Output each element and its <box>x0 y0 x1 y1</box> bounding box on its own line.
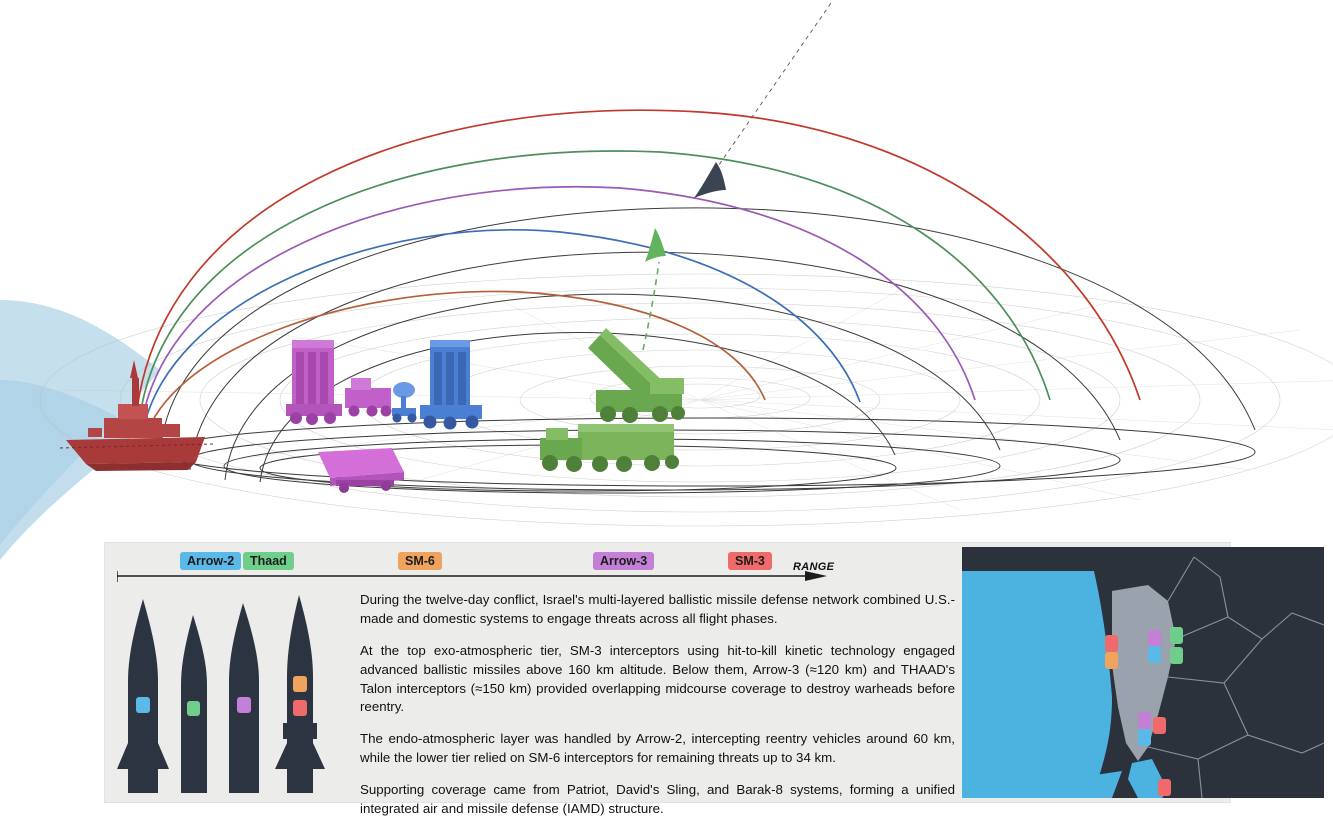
arrow2-launcher-group <box>392 340 482 430</box>
article-body <box>360 591 955 816</box>
article-paragraph-1: During the twelve-day conflict, Israel's multi-layered ballistic missile defense network combined U.S.-made and domestic systems to engage threats across all flight phases. <box>360 592 955 626</box>
article-paragraph-2: At the top exo-atmospheric tier, SM-3 interceptors using hit-to-kill kinetic technology engaged advanced ballistic missiles above 160 km altitude. Below them, Arrow-3 (≈120 km) and THAAD's Talon interceptors (≈150 km) provided overlapping midcourse coverage to destroy warheads before reentry. <box>360 642 955 715</box>
article-paragraph-4: Supporting coverage came from Patriot, David's Sling, and Barak-8 systems, forming a unified integrated air and missile defense (IAMD) structure. <box>360 782 955 816</box>
article-paragraph-3: The endo-atmospheric layer was handled by Arrow-2, intercepting reentry vehicles around 60 km, while the lower tier relied on SM-6 interceptors for remaining threats up to 34 km. <box>360 731 955 766</box>
map-marker-south-2 <box>1138 729 1151 746</box>
legend-item-sm-6[interactable]: SM-6 <box>398 552 442 570</box>
missile-arrow-2 <box>117 599 169 793</box>
map-marker-south-1 <box>1138 712 1151 729</box>
map-marker-arrow-2 <box>1148 646 1161 663</box>
info-panel <box>105 543 1230 816</box>
legend-item-arrow-3[interactable]: Arrow-3 <box>593 552 654 570</box>
region-map <box>962 547 1324 798</box>
map-marker-sm-6 <box>1105 652 1118 669</box>
map-marker-south-3 <box>1153 717 1166 734</box>
thaad-arc <box>138 151 1050 432</box>
range-axis <box>117 571 877 585</box>
legend-item-sm-3[interactable]: SM-3 <box>728 552 772 570</box>
missile-silhouettes <box>113 593 348 798</box>
missile-arrow-3 <box>229 603 259 793</box>
map-marker-thaad-2 <box>1170 647 1183 664</box>
sm-6-marker <box>293 676 307 692</box>
map-marker-sm-3 <box>1105 635 1118 652</box>
map-marker-red-sea <box>1158 779 1171 796</box>
mediterranean-sea <box>962 571 1112 798</box>
missile-sm-series <box>275 595 325 793</box>
legend-item-thaad[interactable]: Thaad <box>243 552 294 570</box>
thaad-marker <box>187 701 200 716</box>
thaad-launcher-group <box>540 328 685 472</box>
arrow-2-marker <box>136 697 150 713</box>
sea-north <box>962 547 1058 571</box>
sm-3-marker <box>293 700 307 716</box>
range-axis-label: RANGE <box>793 561 835 573</box>
arrow2-arc <box>142 230 860 436</box>
arrow3-launcher-group <box>286 340 404 493</box>
arrow-3-marker <box>237 697 251 713</box>
ground-mesh-radials <box>60 290 1333 510</box>
legend-item-arrow-2[interactable]: Arrow-2 <box>180 552 241 570</box>
map-marker-arrow-3 <box>1148 630 1161 647</box>
missile-thaad <box>181 615 207 793</box>
map-marker-thaad-1 <box>1170 627 1183 644</box>
